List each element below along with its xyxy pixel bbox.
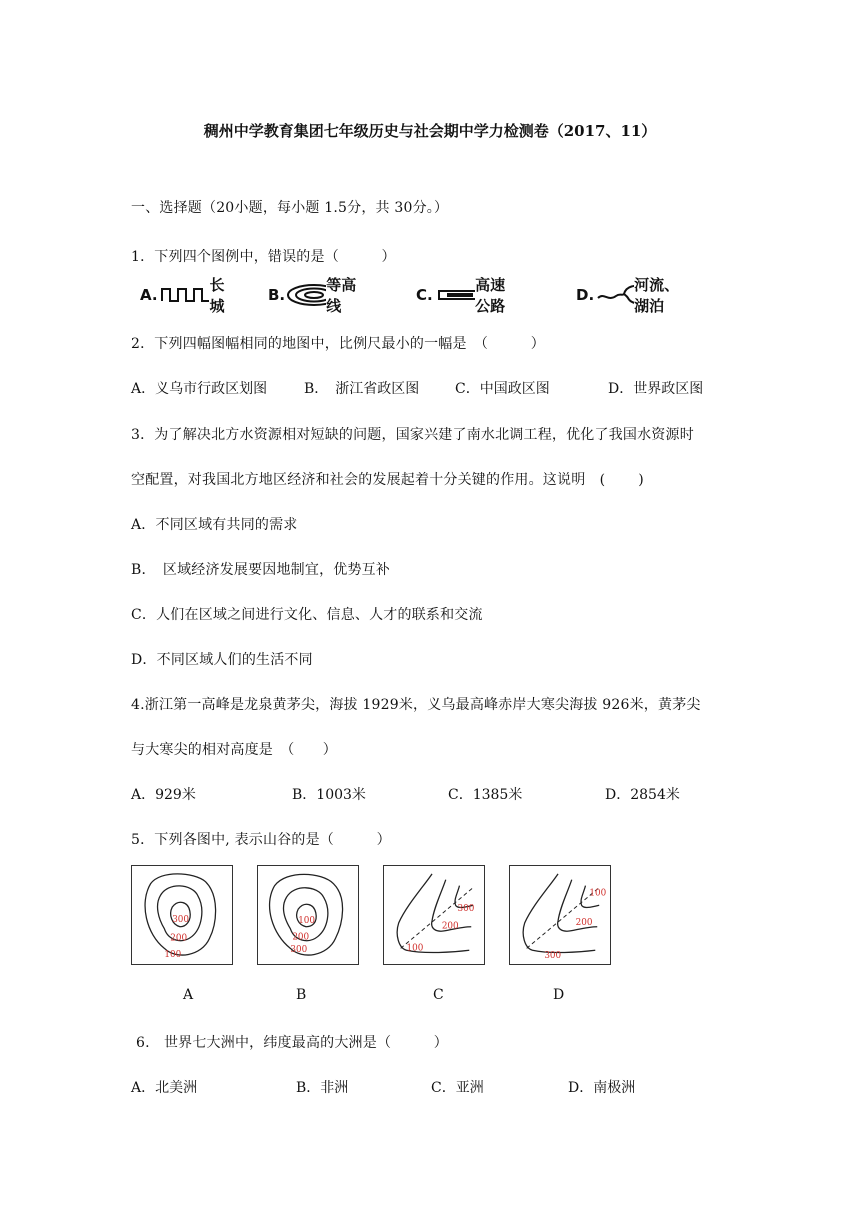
contour-map-a	[131, 865, 233, 965]
question-4-option-c: C．1385米	[448, 787, 523, 803]
question-4-stem-line-1: 4.浙江第一高峰是龙泉黄茅尖，海拔 1929米，义乌最高峰赤岸大寒尖海拔 926米，黄茅尖	[131, 697, 701, 713]
map-d-label-3: 300	[544, 951, 562, 962]
question-6-option-d: D．南极洲	[568, 1080, 636, 1096]
river-lake-symbol-icon	[594, 282, 634, 308]
map-b-caption: B	[296, 987, 307, 1003]
question-6-stem: 6. 世界七大洲中，纬度最高的大洲是（ ）	[136, 1035, 448, 1051]
question-6-option-a: A．北美洲	[131, 1080, 198, 1096]
map-c-label-1: 300	[457, 904, 475, 915]
legend-letter-c: C.	[416, 286, 433, 304]
great-wall-symbol-icon	[158, 285, 210, 305]
question-1-stem: 1．下列四个图例中，错误的是（ ）	[131, 249, 396, 265]
map-d-caption: D	[553, 987, 565, 1003]
section-heading: 一、选择题（20小题，每小题 1.5分，共 30分。）	[131, 200, 449, 216]
question-3-option-c: C．人们在区域之间进行文化、信息、人才的联系和交流	[131, 607, 483, 623]
question-4-stem-line-2: 与大寒尖的相对高度是 （ ）	[131, 742, 337, 758]
question-4-option-b: B．1003米	[292, 787, 366, 803]
legend-option-a	[140, 276, 235, 315]
legend-option-b	[268, 276, 358, 315]
question-6-option-b: B．非洲	[296, 1080, 349, 1096]
legend-letter-a: A.	[140, 286, 158, 304]
legend-label-d: 河流、湖泊	[634, 276, 680, 315]
legend-letter-d: D.	[576, 286, 595, 304]
question-3-option-b: B． 区域经济发展要因地制宜，优势互补	[131, 562, 391, 578]
question-4-option-d: D．2854米	[605, 787, 680, 803]
question-3-option-d: D．不同区域人们的生活不同	[131, 652, 313, 668]
question-2-option-c: C．中国政区图	[455, 381, 550, 397]
contour-map-b	[257, 865, 359, 965]
map-c-label-2: 200	[441, 921, 459, 932]
question-3-stem-line-1: 3．为了解决北方水资源相对短缺的问题，国家兴建了南水北调工程，优化了我国水资源时	[131, 427, 694, 443]
map-a-label-2: 200	[170, 933, 188, 944]
map-d-label-2: 200	[575, 917, 593, 928]
page-title: 稠州中学教育集团七年级历史与社会期中学力检测卷（2017、11）	[203, 122, 657, 140]
question-2-option-d: D．世界政区图	[608, 381, 704, 397]
legend-option-d	[576, 276, 684, 315]
question-3-stem-line-2: 空配置，对我国北方地区经济和社会的发展起着十分关键的作用。这说明 ( )	[131, 472, 644, 488]
map-d-label-1: 100	[589, 888, 607, 899]
map-a-label-3: 100	[164, 950, 182, 961]
legend-option-c	[416, 276, 514, 315]
question-2-option-a: A．义乌市行政区划图	[131, 381, 268, 397]
map-b-label-1: 100	[298, 915, 316, 926]
contour-map-c	[383, 865, 485, 965]
legend-label-a: 长城	[209, 276, 225, 315]
question-4-option-a: A．929米	[131, 787, 196, 803]
map-c-caption: C	[433, 987, 444, 1003]
contour-symbol-icon	[285, 283, 326, 307]
map-b-label-2: 200	[292, 932, 310, 943]
legend-label-c: 高速公路	[475, 276, 506, 315]
question-2-option-b: B． 浙江省政区图	[304, 381, 420, 397]
contour-map-d	[509, 865, 611, 965]
question-3-option-a: A．不同区域有共同的需求	[131, 517, 298, 533]
map-b-label-3: 300	[290, 945, 308, 956]
question-5-stem: 5．下列各图中, 表示山谷的是（ ）	[131, 832, 391, 848]
map-a-caption: A	[183, 987, 194, 1003]
map-a-label-1: 300	[172, 914, 190, 925]
map-c-label-3: 100	[406, 943, 424, 954]
legend-label-b: 等高线	[326, 276, 357, 315]
question-2-stem: 2．下列四幅图幅相同的地图中，比例尺最小的一幅是 （ ）	[131, 336, 545, 352]
question-6-option-c: C．亚洲	[431, 1080, 484, 1096]
legend-letter-b: B.	[268, 286, 286, 304]
highway-symbol-icon	[433, 288, 475, 302]
